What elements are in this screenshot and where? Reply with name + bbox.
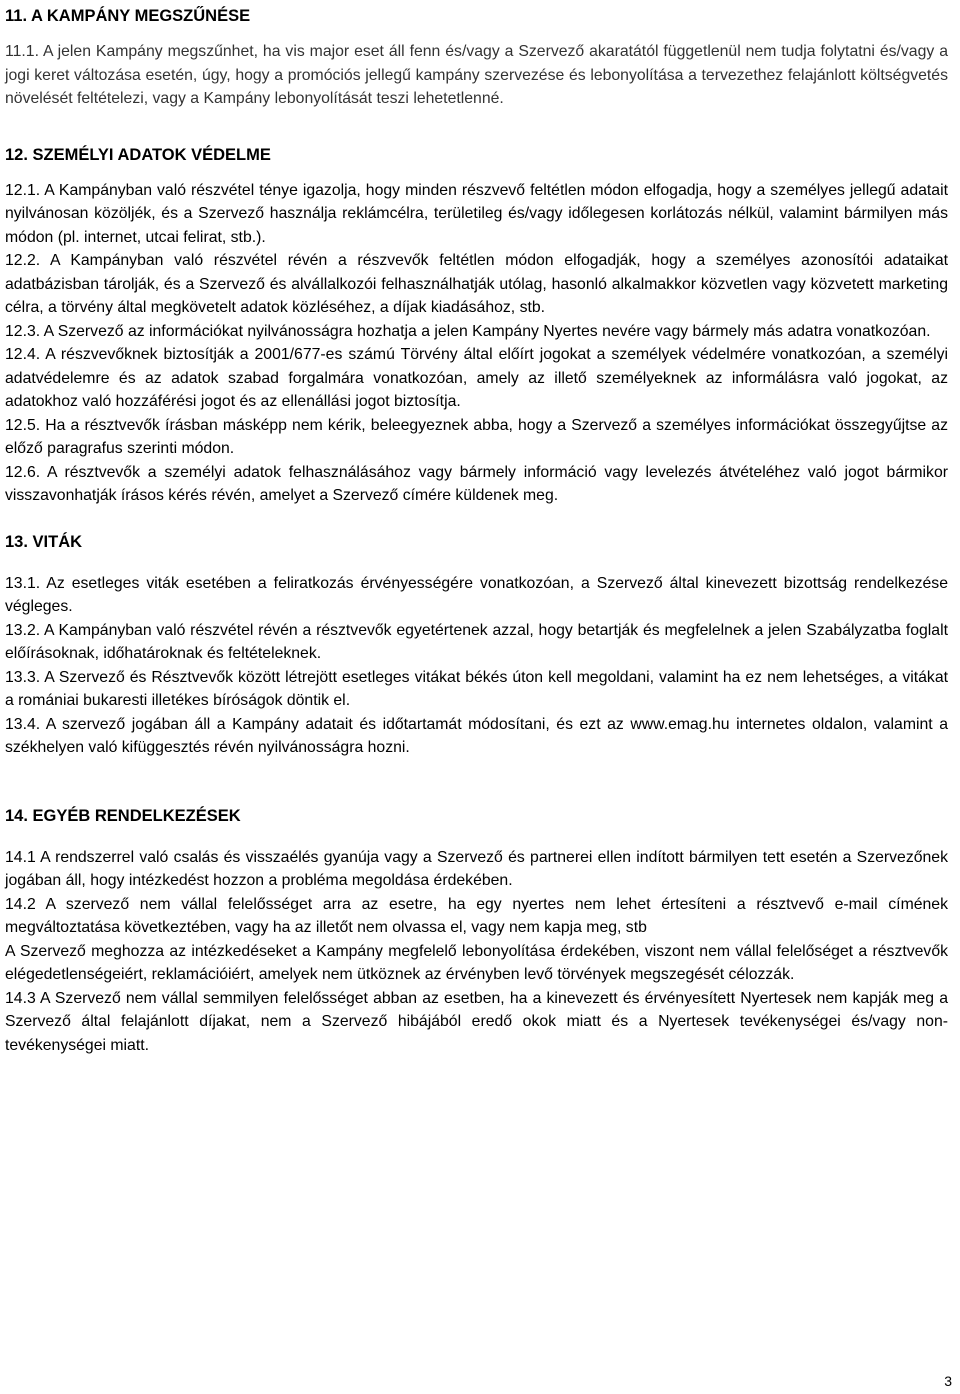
paragraph-12-1: 12.1. A Kampányban való részvétel ténye igazolja, hogy minden részvevő feltétlen módon elfogadja, hogy a személyes jellegű adatait nyilvánosan közöljék, és a Szervező használja reklámcélra, területileg és/vagy időlegesen korlátozás nélkül, valamint bármilyen más módon (pl. internet, utcai felirat, stb.). xyxy=(5,181,948,246)
paragraph-11-1: 11.1. A jelen Kampány megszűnhet, ha vis major eset áll fenn és/vagy a Szervező akaratától függetlenül nem tudja folytatni és/vagy a jogi keret változása esetén, úgy, hogy a promóciós jellegű kampány szervezése és lebonyolítása a tervezethez felajánlott költségvetés növelését feltételezi, vagy a Kampány lebonyolítását teszi lehetetlenné. xyxy=(5,43,948,107)
paragraph-13-3: 13.3. A Szervező és Résztvevők között létrejött esetleges vitákat békés úton kell megoldani, valamint ha ez nem lehetséges, a vitákat a romániai bukaresti illetékes bíróságok döntik el. xyxy=(5,668,948,709)
section-13-title: 13. VITÁK xyxy=(5,532,83,551)
document-body xyxy=(5,4,948,1057)
paragraph-13-1: 13.1. Az esetleges viták esetében a feliratkozás érvényességére vonatkozóan, a Szervező által kinevezett bizottság rendelkezése végleges. xyxy=(5,574,948,615)
section-14-title: 14. EGYÉB RENDELKEZÉSEK xyxy=(5,806,241,825)
section-11-title: 11. A KAMPÁNY MEGSZŰNÉSE xyxy=(5,7,251,25)
paragraph-14-1: 14.1 A rendszerrel való csalás és visszaélés gyanúja vagy a Szervező és partnerei ellen indított bármilyen tett esetén a Szervezőnek jogában áll, hogy intézkedést hozzon a probléma megoldása érdekében. xyxy=(5,848,948,889)
paragraph-12-2: 12.2. A Kampányban való részvétel révén a részvevők feltétlen módon elfogadják, hogy a személyes azonosítói adataikat adatbázisban tárolják, és a Szervező és alvállalkozói felhasználhatják utólag, hasonló alkalmakkor közvetlen vagy közvetett marketing célra, a törvény által megkövetelt adatok közléséhez, a díjak kiadásához, stb. xyxy=(5,252,948,316)
section-12-title: 12. SZEMÉLYI ADATOK VÉDELME xyxy=(5,145,271,164)
page-number: 3 xyxy=(944,1373,952,1389)
paragraph-12-5: 12.5. Ha a résztvevők írásban másképp nem kérik, beleegyeznek abba, hogy a Szervező a személyes információkat összegyűjtse az előző paragrafus szerinti módon. xyxy=(5,416,948,457)
paragraph-13-2: 13.2. A Kampányban való részvétel révén a résztvevők egyetértenek azzal, hogy betartják és megfelelnek a jelen Szabályzatba foglalt előírásoknak, időhatároknak és feltételeknek. xyxy=(5,621,948,662)
paragraph-14-2-continued: A Szervező meghozza az intézkedéseket a Kampány megfelelő lebonyolítása érdekében, viszont nem vállal felelőséget a résztvevők elégedetlenségeiért, reklamációiért, amelyek nem ütköznek az érvényben levő törvények megszegését célozzák. xyxy=(5,942,948,983)
paragraph-12-4: 12.4. A részvevőknek biztosítják a 2001/677-es számú Törvény által előírt jogokat a személyek védelmére vonatkozóan, a személyi adatvédelemre és az adatok szabad forgalmára vonatkozóan, amely az illető személyeknek az informálásra való jogokat, az adatokhoz való hozzáférési jogot és az ellenállási jogot biztosítja. xyxy=(5,346,948,410)
paragraph-14-3: 14.3 A Szervező nem vállal semmilyen felelősséget abban az esetben, ha a kinevezett és érvényesített Nyertesek nem kapják meg a Szervező által felajánlott díjakat, nem a Szervező hibájából eredő okok miatt és a Nyertesek tevékenységei és/vagy non-tevékenységei miatt. xyxy=(5,989,948,1054)
paragraph-12-3: 12.3. A Szervező az információkat nyilvánosságra hozhatja a jelen Kampány Nyertes nevére vagy bármely más adatra vonatkozóan. xyxy=(5,322,931,340)
paragraph-13-4: 13.4. A szervező jogában áll a Kampány adatait és időtartamát módosítani, és ezt az www.emag.hu internetes oldalon, valamint a székhelyen való kifüggesztés révén nyilvánosságra hozni. xyxy=(5,715,948,756)
paragraph-12-6: 12.6. A résztvevők a személyi adatok felhasználásához vagy bármely információ vagy levelezés átvételéhez való jogot bármikor visszavonhatják írásos kérés révén, amelyet a Szervező címére küldenek meg. xyxy=(5,463,948,504)
paragraph-14-2: 14.2 A szervező nem vállal felelősséget arra az esetre, ha egy nyertes nem lehet értesíteni a résztvevő e-mail címének megváltoztatása következtében, vagy ha az illetőt nem olvassa el, vagy nem kapja meg, stb xyxy=(5,895,948,936)
